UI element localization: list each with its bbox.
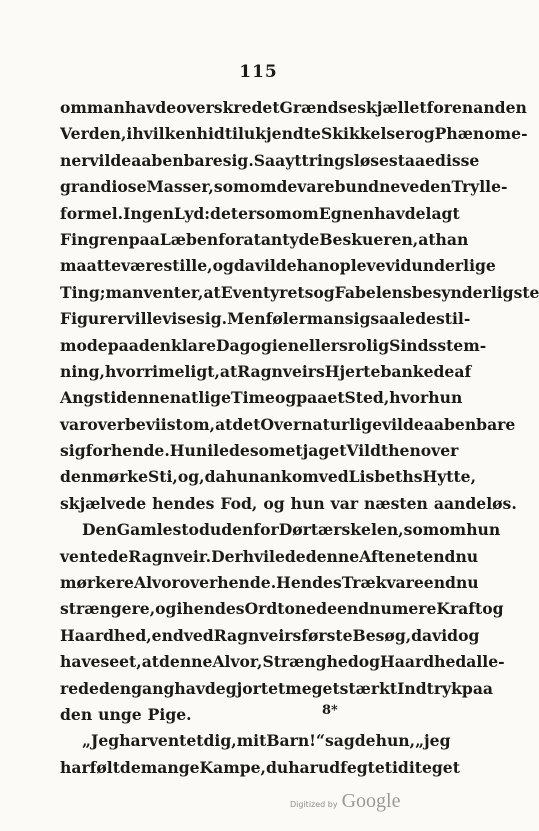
word: at (418, 229, 436, 249)
word: i (391, 757, 398, 777)
word: et (268, 678, 286, 698)
word: stille, (163, 256, 213, 276)
word: Haardhed, (60, 625, 152, 645)
word: denne (159, 652, 213, 672)
text-line (60, 570, 479, 596)
word: Kampe, (199, 757, 266, 777)
word: Ting; (60, 282, 106, 302)
word: overbeviist (87, 414, 183, 434)
word: ning, (60, 361, 105, 381)
word: disse (435, 150, 480, 170)
word: hvor (104, 361, 144, 381)
word: da (204, 467, 226, 487)
word: og (155, 599, 177, 619)
word: de (119, 757, 141, 777)
text-line (60, 148, 480, 174)
word: Aften (359, 546, 407, 566)
word: ellers (299, 335, 348, 355)
word: staae (388, 150, 436, 170)
word: hun, (375, 731, 416, 751)
word: er (238, 203, 257, 223)
word: Fabelens (334, 282, 412, 302)
word: af (454, 361, 472, 381)
text-line (60, 438, 459, 464)
word: hidtil (196, 124, 244, 144)
word: som (403, 520, 440, 540)
word: den (60, 704, 93, 724)
word: Barn!“ (266, 731, 325, 751)
word: Vildt (346, 441, 389, 461)
text-line (60, 755, 460, 781)
word: et (406, 546, 424, 566)
word: Angst (60, 388, 111, 408)
word: hvor (389, 388, 429, 408)
word: Men (227, 309, 266, 329)
word: at (141, 652, 160, 672)
word: som (213, 177, 250, 197)
word: om (249, 177, 277, 197)
word: vare (386, 573, 424, 593)
word: vilde (382, 414, 424, 434)
text-line (60, 544, 479, 570)
word: vise (162, 309, 197, 329)
word: havde (374, 203, 426, 223)
word: Dørtærskelen, (278, 520, 404, 540)
text-line (60, 280, 539, 306)
word: vi (432, 625, 448, 645)
word: ner (60, 150, 90, 170)
word: ved (183, 625, 214, 645)
word: i (176, 599, 183, 619)
word: mørkere (60, 573, 134, 593)
text-line (60, 623, 480, 649)
word: ventet (148, 731, 204, 751)
word: yttringsløse (285, 150, 389, 170)
word: om (291, 203, 319, 223)
word: Den (82, 520, 117, 540)
word: Lisbeths (348, 467, 423, 487)
word: og (212, 256, 234, 276)
text-line (60, 359, 472, 385)
word: til- (444, 309, 471, 329)
word: det (210, 203, 239, 223)
word: strængere, (60, 599, 156, 619)
word: da (411, 625, 433, 645)
word: end (151, 625, 184, 645)
word: at (243, 229, 261, 249)
word: Ingen (123, 203, 174, 223)
word: natlige (169, 388, 232, 408)
word: paa (296, 388, 328, 408)
text-line (60, 174, 508, 200)
word: et (285, 441, 303, 461)
word: man (86, 98, 125, 117)
word: og (358, 652, 381, 672)
word: var (330, 493, 359, 513)
word: og (263, 493, 285, 513)
word: paa (107, 335, 139, 355)
word: hun (428, 388, 463, 408)
word: det (232, 414, 261, 434)
word: for (218, 229, 244, 249)
word: ville (125, 309, 163, 329)
word: mange (140, 757, 200, 777)
word: Hendes (276, 573, 342, 593)
word: har (60, 757, 90, 777)
word: sig. (222, 150, 254, 170)
word: sig (60, 441, 86, 461)
word: hun (466, 520, 501, 540)
word: havde (174, 678, 226, 698)
watermark-prefix: Digitized by (290, 800, 338, 809)
word: paa (461, 678, 494, 698)
word: rede (60, 678, 99, 698)
word: i (126, 124, 133, 144)
word: han (296, 256, 330, 276)
word: Ragnveirs (237, 361, 325, 381)
word: grandiose (60, 177, 147, 197)
text-line (60, 306, 471, 332)
word: sig (344, 309, 371, 329)
signature-mark: 8* (322, 703, 338, 718)
word: og (313, 282, 335, 302)
text-line (60, 491, 517, 517)
word: om, (182, 414, 216, 434)
digitized-watermark (290, 790, 401, 813)
text-line (60, 649, 505, 675)
word: Masser, (146, 177, 214, 197)
word: vilde (254, 256, 297, 276)
word: jaget (302, 441, 347, 461)
word: henover (388, 441, 459, 461)
word: ved (400, 177, 431, 197)
word: Egnen (318, 203, 375, 223)
word: havde (124, 98, 177, 117)
word: være (121, 256, 164, 276)
word: gjort (225, 678, 269, 698)
word: da (233, 256, 255, 276)
word: aandeløs. (433, 493, 517, 513)
word: unge (98, 704, 142, 724)
word: et (327, 388, 345, 408)
word: have (60, 652, 101, 672)
text-line (60, 201, 460, 227)
word: vilde (89, 150, 132, 170)
word: antyde (260, 229, 320, 249)
word: sagde (324, 731, 376, 751)
word: mere (391, 599, 437, 619)
word: formel. (60, 203, 124, 223)
word: Alvor, (212, 652, 263, 672)
word: Der (211, 546, 243, 566)
word: mørke (92, 467, 149, 487)
word: udenfor (209, 520, 279, 540)
word: Beskueren, (319, 229, 419, 249)
word: Lyd: (173, 203, 211, 223)
text-line (60, 596, 504, 622)
word: aabenbare (131, 150, 223, 170)
word: Grændseskjællet (279, 98, 427, 117)
word: en (451, 98, 474, 117)
word: en (430, 177, 452, 197)
word: mit (236, 731, 267, 751)
word: venter, (143, 282, 204, 302)
word: vare (297, 177, 335, 197)
word: du (265, 757, 289, 777)
word: Fod, (220, 493, 258, 513)
body-text (60, 95, 539, 781)
word: Pige. (147, 704, 192, 724)
word: Sindsstem- (389, 335, 487, 355)
text-line (60, 95, 527, 121)
word: Ord (244, 599, 278, 619)
word: for (426, 98, 452, 117)
text-line (60, 728, 451, 754)
word: hvilken (132, 124, 197, 144)
word: Time (231, 388, 275, 408)
word: i (271, 335, 278, 355)
word: seet, (100, 652, 142, 672)
text-line (60, 385, 463, 411)
word: Phænome- (434, 124, 528, 144)
word: endnu (423, 546, 479, 566)
word: hvilede (242, 546, 306, 566)
word: Ragnveir. (128, 546, 212, 566)
word: saaledes (370, 309, 445, 329)
google-logo: Google (341, 790, 401, 812)
word: Skikkelser (320, 124, 414, 144)
word: som (249, 441, 286, 461)
word: klare (171, 335, 217, 355)
word: stod (172, 520, 210, 540)
word: at (219, 361, 238, 381)
word: de (276, 177, 298, 197)
word: Haardhed (380, 652, 467, 672)
word: i (110, 388, 117, 408)
word: eget (421, 757, 460, 777)
word: Saa (253, 150, 286, 170)
word: „Jeg (82, 731, 120, 751)
word: han (435, 229, 469, 249)
text-line (60, 517, 501, 543)
word: og (274, 388, 297, 408)
word: Indtryk (397, 678, 462, 698)
word: denne (116, 388, 170, 408)
word: aabenbare (423, 414, 516, 434)
word: Eventyrets (220, 282, 314, 302)
word: Sted, (344, 388, 390, 408)
word: overskredet (176, 98, 280, 117)
word: man (105, 282, 144, 302)
word: hendes (152, 493, 215, 513)
word: Hytte, (422, 467, 477, 487)
word: første (301, 625, 353, 645)
word: Hjerte (324, 361, 381, 381)
word: hende. (110, 441, 170, 461)
word: Verden, (60, 124, 127, 144)
word: Ragnveirs (213, 625, 302, 645)
word: rimeligt, (143, 361, 220, 381)
word: at (203, 282, 221, 302)
word: Overnaturlige (260, 414, 383, 434)
word: skjælvede (60, 493, 147, 513)
word: rolig (347, 335, 390, 355)
word: har (288, 757, 318, 777)
word: lagt (425, 203, 460, 223)
word: denne (305, 546, 360, 566)
word: at (215, 414, 233, 434)
word: Hun (169, 441, 208, 461)
word: dog (447, 625, 480, 645)
word: endnu (423, 573, 479, 593)
word: en (277, 335, 300, 355)
word: man (306, 309, 345, 329)
word: Sti, (148, 467, 178, 487)
word: udfegtet (317, 757, 392, 777)
word: den (60, 467, 93, 487)
word: stærkt (339, 678, 398, 698)
word: og, (177, 467, 205, 487)
text-line (60, 333, 487, 359)
word: følt (89, 757, 120, 777)
word: dengang (98, 678, 175, 698)
word: for (85, 441, 111, 461)
word: opleve (329, 256, 386, 276)
word: dit (397, 757, 422, 777)
word: besynderligste (411, 282, 539, 302)
word: over (179, 573, 218, 593)
word: dig, (203, 731, 237, 751)
word: bankede (380, 361, 455, 381)
word: ilede (207, 441, 250, 461)
word: næsten (364, 493, 428, 513)
word: Læben (159, 229, 219, 249)
word: Kraft (436, 599, 483, 619)
word: Dag (216, 335, 251, 355)
word: om (60, 98, 87, 117)
page-number: 115 (239, 62, 278, 82)
text-line (60, 253, 496, 279)
word: ukjendte (243, 124, 321, 144)
word: og (413, 124, 435, 144)
word: som (256, 203, 292, 223)
word: om (439, 520, 467, 540)
word: Figurer (60, 309, 126, 329)
word: endnu (336, 599, 392, 619)
word: føler (265, 309, 307, 329)
text-line (60, 121, 528, 147)
word: Besøg, (352, 625, 412, 645)
text-line (60, 676, 494, 702)
word: anden (473, 98, 527, 117)
word: sig. (196, 309, 228, 329)
text-line (60, 702, 437, 728)
word: hendes (182, 599, 245, 619)
word: og (482, 599, 504, 619)
word: hun (225, 467, 260, 487)
text-line (60, 227, 469, 253)
text-line (60, 464, 477, 490)
word: ventede (60, 546, 129, 566)
text-line (60, 412, 516, 438)
word: Træk (341, 573, 387, 593)
word: Gamle (116, 520, 173, 540)
word: alle- (466, 652, 505, 672)
word: mode (60, 335, 108, 355)
word: ankom (259, 467, 319, 487)
word: hende. (217, 573, 277, 593)
word: „jeg (415, 731, 451, 751)
word: paa (128, 229, 160, 249)
word: var (60, 414, 88, 434)
word: ved (318, 467, 349, 487)
word: hun (290, 493, 325, 513)
word: har (119, 731, 149, 751)
word: Alvor (133, 573, 180, 593)
word: vidunderlige (385, 256, 496, 276)
word: den (138, 335, 172, 355)
word: maatte (60, 256, 122, 276)
word: Fingren (60, 229, 129, 249)
word: tonede (277, 599, 337, 619)
word: meget (285, 678, 340, 698)
word: og (250, 335, 272, 355)
word: Trylle- (451, 177, 508, 197)
word: Strænghed (262, 652, 359, 672)
word: bundne (334, 177, 401, 197)
